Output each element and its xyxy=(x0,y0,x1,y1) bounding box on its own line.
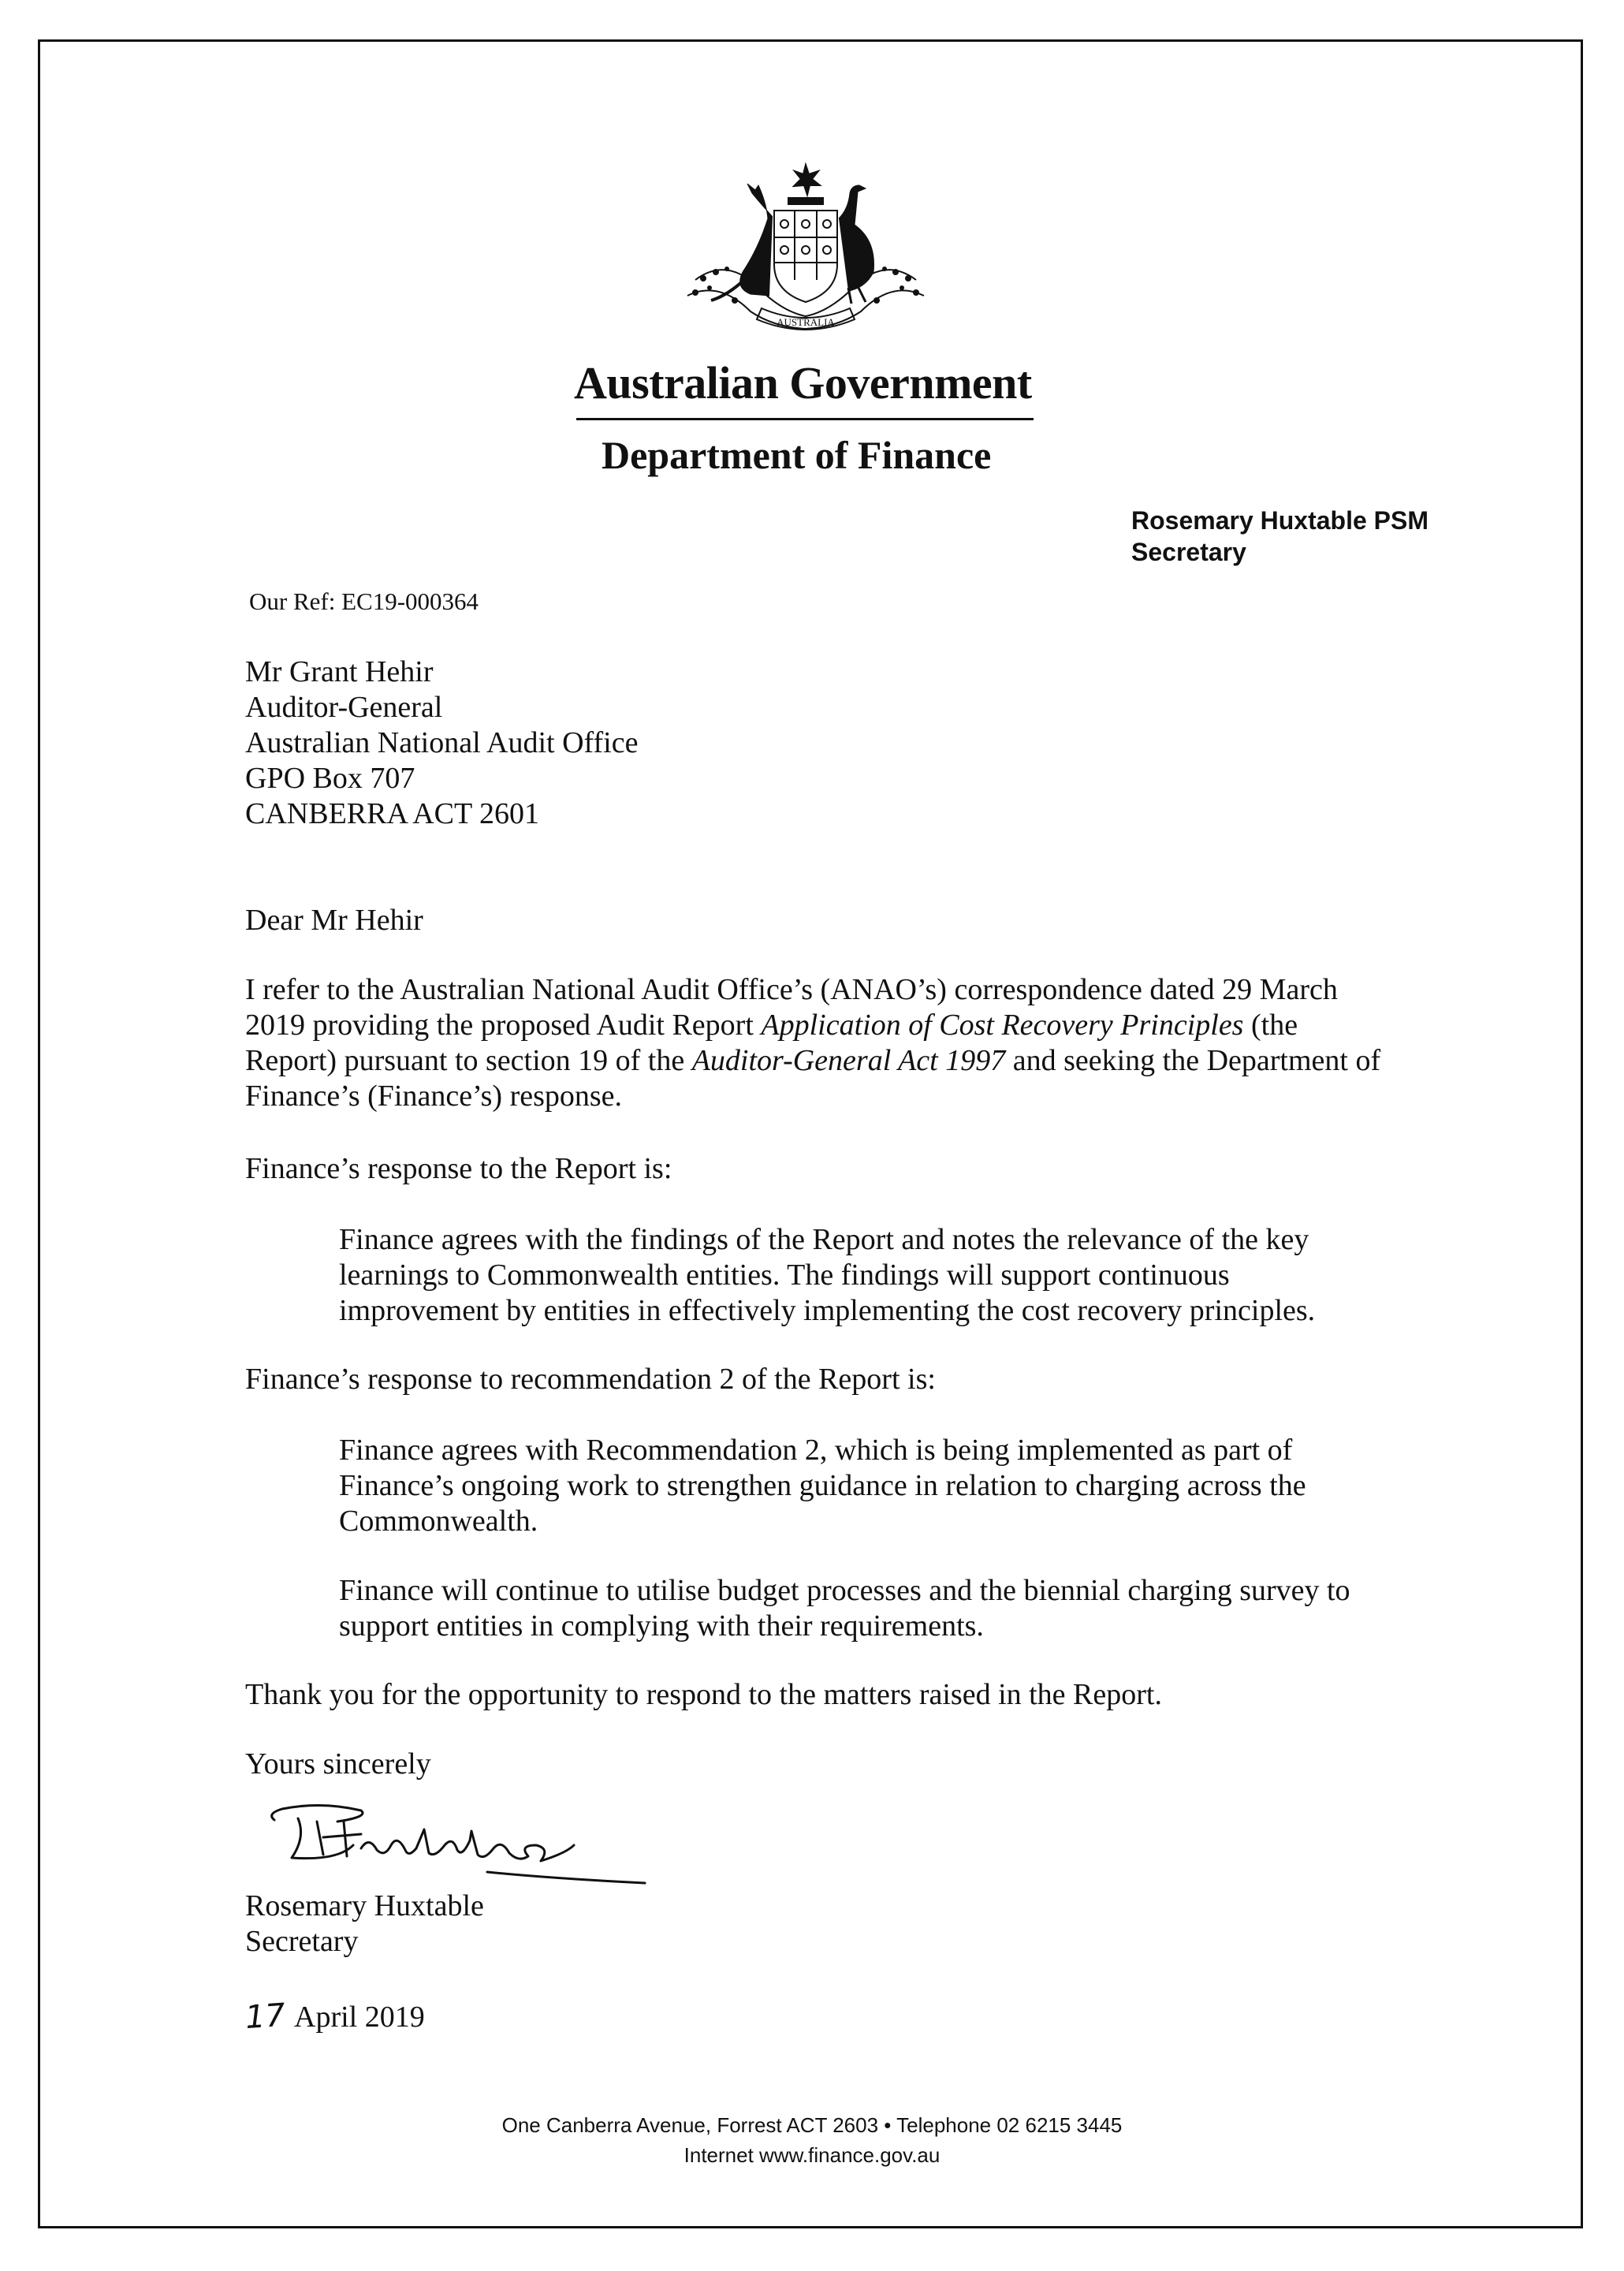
quote-budget-processes: Finance will continue to utilise budget processes and the biennial charging survey to support entities in complying with their requirements. xyxy=(339,1574,1350,1643)
signatory-block xyxy=(245,1889,484,1960)
footer-address: One Canberra Avenue, Forrest ACT 2603 • Telephone 02 6215 3445 xyxy=(501,2113,1123,2137)
coat-of-arms-icon xyxy=(680,162,932,351)
recipient-city: CANBERRA ACT 2601 xyxy=(245,797,540,830)
paragraph-intro-text: I refer to the Australian National Audit Office’s (ANAO’s) correspondence dated 29 March 2019 providing the proposed Audit Report xyxy=(245,973,1338,1042)
salutation: Dear Mr Hehir xyxy=(245,904,423,937)
paragraph-response-intro: Finance’s response to the Report is: xyxy=(245,1152,672,1185)
act-title: Auditor-General Act 1997 xyxy=(691,1044,1006,1077)
valediction: Yours sincerely xyxy=(245,1747,431,1781)
report-title: Application of Cost Recovery Principles xyxy=(761,1009,1244,1042)
sender-role: Secretary xyxy=(1131,538,1246,566)
paragraph-intro xyxy=(245,972,1388,1114)
footer-website: Internet www.finance.gov.au xyxy=(683,2143,941,2167)
crest-motto: AUSTRALIA xyxy=(777,316,835,328)
paragraph-intro-text-3: and seeking the Department of Finance’s (Finance’s) response. xyxy=(245,1044,1381,1113)
recipient-address xyxy=(245,654,638,832)
sender-block xyxy=(1131,505,1428,568)
signatory-role: Secretary xyxy=(245,1925,359,1958)
quote-response-report: Finance agrees with the findings of the Report and notes the relevance of the key learnings to Commonwealth entities. The findings will support continuous improvement by entities in effectively implementing the cost recovery principles. xyxy=(339,1223,1316,1327)
department-title: Department of Finance xyxy=(602,433,992,477)
recipient-title: Auditor-General xyxy=(245,691,443,724)
recipient-po-box: GPO Box 707 xyxy=(245,762,415,795)
reference-number: Our Ref: EC19-000364 xyxy=(249,587,479,615)
letter-date xyxy=(245,1999,425,2035)
paragraph-thanks: Thank you for the opportunity to respond to the matters raised in the Report. xyxy=(245,1678,1162,1711)
letterhead-divider xyxy=(576,418,1034,420)
paragraph-recommendation-intro: Finance’s response to recommendation 2 of the Report is: xyxy=(245,1363,936,1396)
paragraph-intro-text-2: (the Report) pursuant to section 19 of the xyxy=(245,1009,1298,1077)
government-title: Australian Government xyxy=(574,357,1032,408)
recipient-name: Mr Grant Hehir xyxy=(245,655,434,688)
date-day-handwritten: 17 xyxy=(244,1997,287,2037)
date-month-year: April 2019 xyxy=(294,2001,425,2034)
quote-recommendation-2: Finance agrees with Recommendation 2, which is being implemented as part of Finance’s ongoing work to strengthen guidance in relation to charging across the Commonwealth. xyxy=(339,1434,1306,1538)
recipient-org: Australian National Audit Office xyxy=(245,726,639,759)
signatory-name: Rosemary Huxtable xyxy=(245,1889,484,1922)
sender-name: Rosemary Huxtable PSM xyxy=(1131,506,1429,535)
